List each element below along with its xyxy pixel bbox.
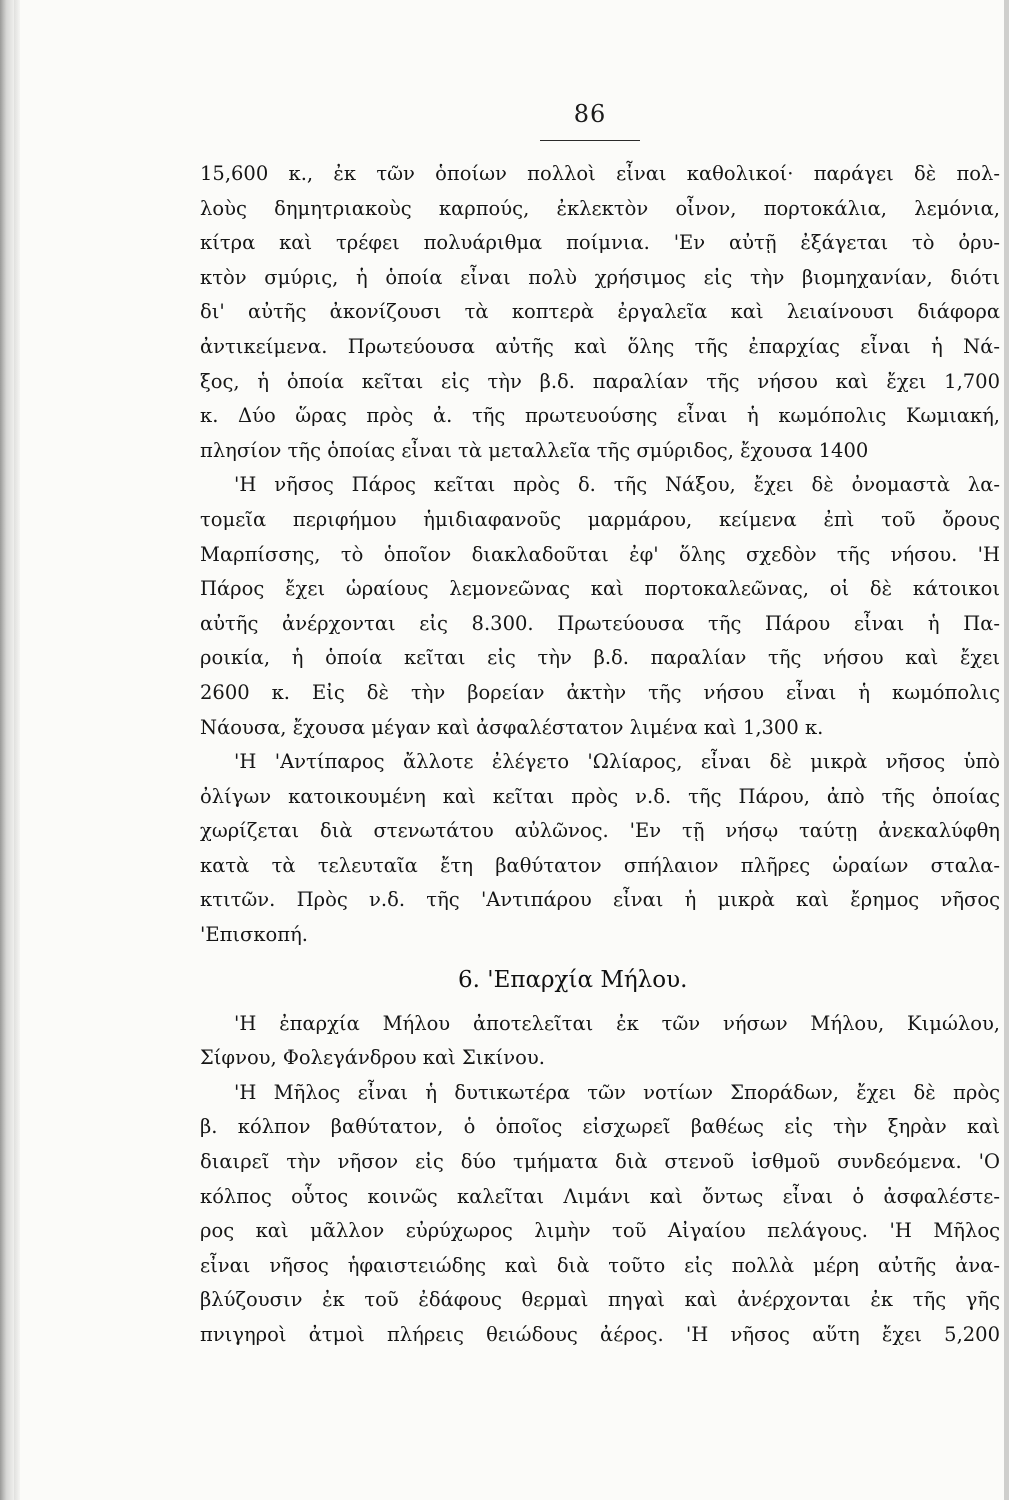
- text-line: ἀντικείμενα. Πρωτεύουσα αὐτῆς καὶ ὅλης τῆς ἐπαρχίας εἶναι ἡ Νά-: [200, 334, 1000, 358]
- text-line: πνιγηροὶ ἀτμοὶ πλήρεις θειώδους ἀέρος. 'Η νῆσος αὕτη ἔχει 5,200: [200, 1323, 1000, 1346]
- text-line: Πάρος ἔχει ὡραίους λεμονεῶνας καὶ πορτοκαλεῶνας, οἱ δὲ κάτοικοι: [200, 577, 1000, 601]
- text-line: 15,600 κ., ἐκ τῶν ὁποίων πολλοὶ εἶναι καθολικοί· παράγει δὲ πολ-: [200, 162, 1000, 185]
- text-line: 'Επισκοπή.: [200, 923, 308, 947]
- page-number: 86: [573, 100, 607, 128]
- page-binding-shadow: [14, 0, 20, 1500]
- text-line: διαιρεῖ τὴν νῆσον εἰς δύο τμήματα διὰ στενοῦ ἰσθμοῦ συνδεόμενα. 'Ο: [200, 1150, 1000, 1174]
- text-line: δι' αὐτῆς ἀκονίζουσι τὰ κοπτερὰ ἐργαλεῖα καὶ λειαίνουσι διάφορα: [200, 300, 1000, 324]
- text-line: χωρίζεται διὰ στενωτάτου αὐλῶνος. 'Εν τῇ νήσῳ ταύτῃ ἀνεκαλύφθη: [200, 819, 1000, 843]
- text-line: εἶναι νῆσος ἡφαιστειώδης καὶ διὰ τοῦτο εἰς πολλὰ μέρη αὐτῆς ἀνα-: [200, 1253, 1000, 1277]
- page-binding-edge: [0, 0, 14, 1500]
- page-right-edge: [1004, 0, 1009, 1500]
- text-line: λοὺς δημητριακοὺς καρπούς, ἐκλεκτὸν οἶνον, πορτοκάλια, λεμόνια,: [200, 196, 1000, 220]
- text-line: Μαρπίσσης, τὸ ὁποῖον διακλαδοῦται ἐφ' ὅλης σχεδὸν τῆς νήσου. 'Η: [200, 542, 1000, 566]
- text-line: κίτρα καὶ τρέφει πολυάριθμα ποίμνια. 'Εν αὐτῇ ἐξάγεται τὸ ὀρυ-: [200, 231, 1000, 255]
- text-line: κτιτῶν. Πρὸς ν.δ. τῆς 'Αντιπάρου εἶναι ἡ μικρὰ καὶ ἔρημος νῆσος: [200, 888, 1000, 912]
- text-line: κτὸν σμύρις, ἡ ὁποία εἶναι πολὺ χρήσιμος εἰς τὴν βιομηχανίαν, διότι: [200, 265, 1000, 289]
- paragraph-milos-province-start: 'Η ἐπαρχία Μήλου ἀποτελεῖται ἐκ τῶν νήσων Μήλου, Κιμώλου,: [234, 1011, 1000, 1035]
- text-line: ρος καὶ μᾶλλον εὐρύχωρος λιμὴν τοῦ Αἰγαίου πελάγους. 'Η Μῆλος: [200, 1219, 1000, 1243]
- text-line: Νάουσα, ἔχουσα μέγαν καὶ ἀσφαλέστατον λιμένα καὶ 1,300 κ.: [200, 715, 824, 739]
- text-line: κόλπος οὗτος κοινῶς καλεῖται Λιμάνι καὶ ὄντως εἶναι ὁ ἀσφαλέστε-: [200, 1184, 1000, 1208]
- section-heading: 6. 'Επαρχία Μήλου.: [458, 966, 688, 993]
- text-line: ὀλίγων κατοικουμένη καὶ κεῖται πρὸς ν.δ. τῆς Πάρου, ἀπὸ τῆς ὁποίας: [200, 784, 1000, 808]
- text-line: 2600 κ. Εἰς δὲ τὴν βορείαν ἀκτὴν τῆς νήσου εἶναι ἡ κωμόπολις: [200, 680, 1000, 704]
- paragraph-antiparos-start: 'Η 'Αντίπαρος ἄλλοτε ἐλέγετο 'Ωλίαρος, εἶναι δὲ μικρὰ νῆσος ὑπὸ: [234, 750, 1000, 774]
- text-line: β. κόλπον βαθύτατον, ὁ ὁποῖος εἰσχωρεῖ βαθέως εἰς τὴν ξηρὰν καὶ: [200, 1115, 1000, 1139]
- text-line: τομεῖα περιφήμου ἡμιδιαφανοῦς μαρμάρου, κείμενα ἐπὶ τοῦ ὄρους: [200, 507, 1000, 531]
- text-line: πλησίον τῆς ὁποίας εἶναι τὰ μεταλλεῖα τῆς σμύριδος, ἔχουσα 1400: [200, 438, 869, 462]
- paragraph-paros-start: 'Η νῆσος Πάρος κεῖται πρὸς δ. τῆς Νάξου, ἔχει δὲ ὀνομαστὰ λα-: [234, 473, 1000, 497]
- text-line: Σίφνου, Φολεγάνδρου καὶ Σικίνου.: [200, 1046, 545, 1070]
- text-line: κατὰ τὰ τελευταῖα ἔτη βαθύτατον σπήλαιον πλῆρες ὡραίων σταλα-: [200, 853, 1000, 877]
- paragraph-milos-island-start: 'Η Μῆλος εἶναι ἡ δυτικωτέρα τῶν νοτίων Σποράδων, ἔχει δὲ πρὸς: [234, 1080, 1000, 1104]
- page-number-rule: [540, 140, 640, 141]
- text-line: βλύζουσιν ἐκ τοῦ ἐδάφους θερμαὶ πηγαὶ καὶ ἀνέρχονται ἐκ τῆς γῆς: [200, 1288, 1000, 1312]
- text-line: αὐτῆς ἀνέρχονται εἰς 8.300. Πρωτεύουσα τῆς Πάρου εἶναι ἡ Πα-: [200, 611, 1000, 635]
- body-text: [200, 157, 1000, 1353]
- text-line: ξος, ἡ ὁποία κεῖται εἰς τὴν β.δ. παραλίαν τῆς νήσου καὶ ἔχει 1,700: [200, 369, 1000, 393]
- text-line: ροικία, ἡ ὁποία κεῖται εἰς τὴν β.δ. παραλίαν τῆς νήσου καὶ ἔχει: [200, 646, 1000, 670]
- text-line: κ. Δύο ὥρας πρὸς ἀ. τῆς πρωτευούσης εἶναι ἡ κωμόπολις Κωμιακή,: [200, 404, 1000, 428]
